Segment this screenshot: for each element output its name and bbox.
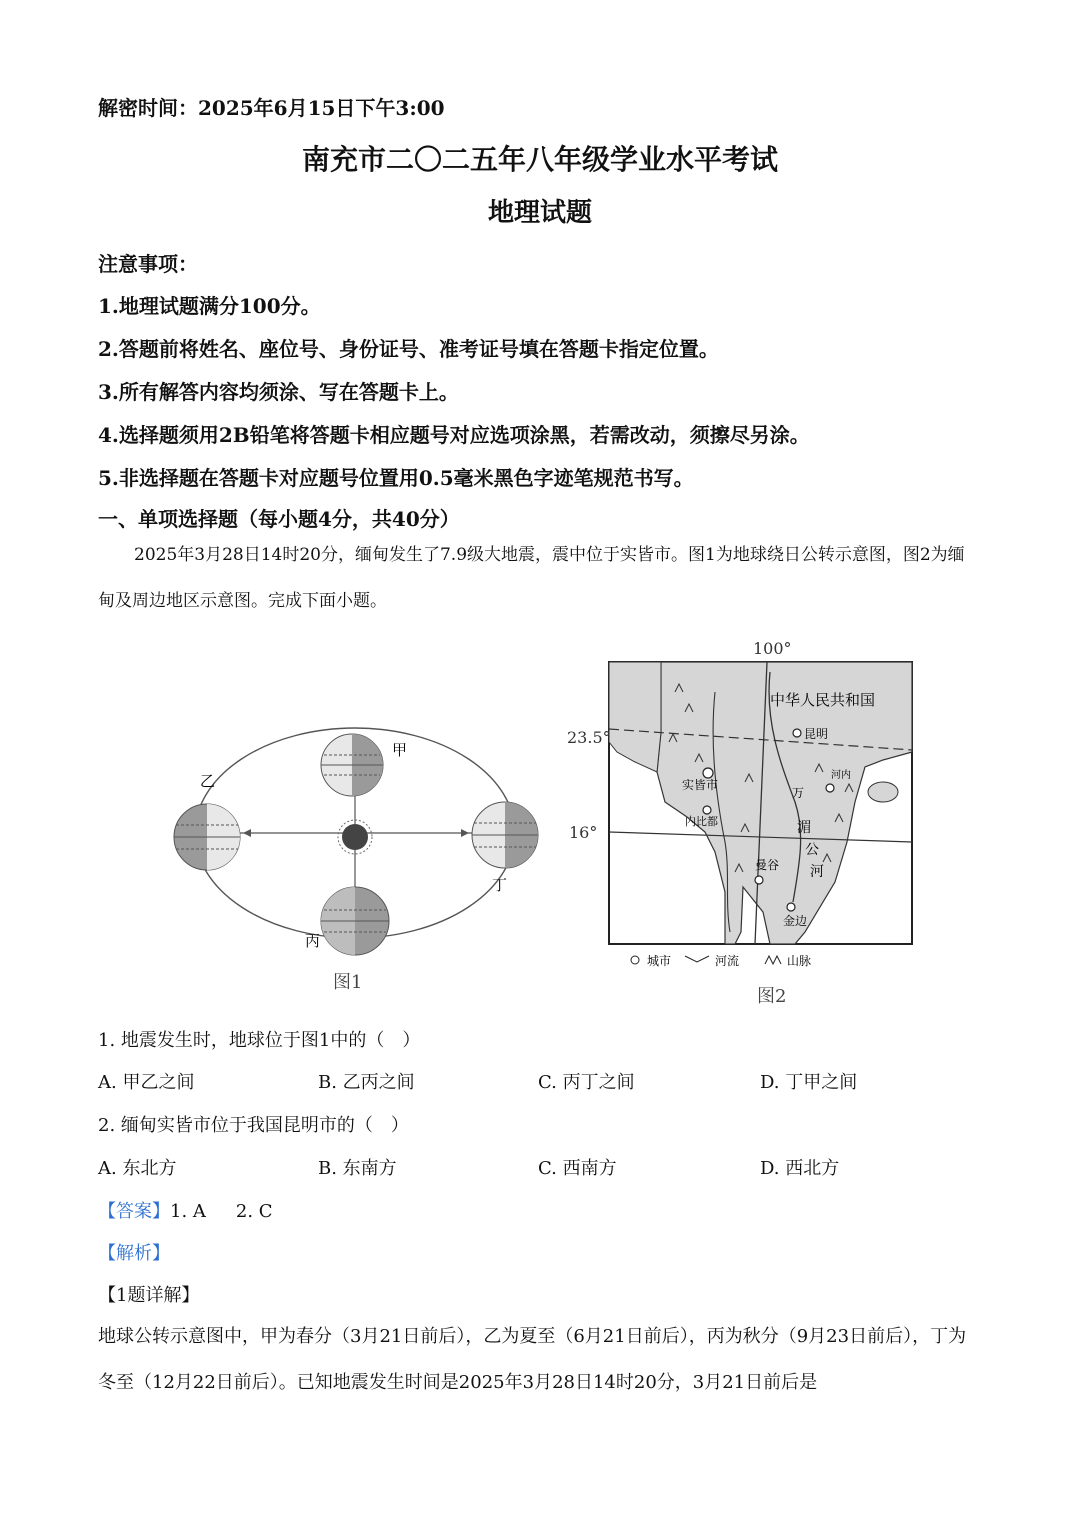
analysis-text: 地球公转示意图中，甲为春分（3月21日前后），乙为夏至（6月21日前后），丙为秋分（9月23日前后），丁为冬至（12月22日前后）。已知地震发生时间是2025年3月28日14时20分，3月21日前后是 [98,1326,967,1393]
q2-option-c: C. 西南方 [538,1158,617,1179]
question-2-stem: 2. 缅甸实皆市位于我国昆明市的（ ） [98,1115,409,1136]
figure2-map [565,632,925,982]
lat-23-label: 23.5° [567,728,611,747]
globe-jia [321,734,383,796]
q1-option-a: A. 甲乙之间 [98,1072,195,1093]
label-yi: 乙 [200,772,216,790]
page-title: 南充市二〇二五年八年级学业水平考试 [301,143,778,176]
mountain-char: 万 [792,786,805,800]
city-kunming: 昆明 [804,727,829,741]
city-hanoi: 河内 [831,770,851,781]
answer-label: 【答案】 [98,1201,170,1222]
city-sagaing: 实皆市 [682,778,719,792]
note-item: 4.选择题须用2B铅笔将答题卡相应题号对应选项涂黑，若需改动，须擦尽另涂。 [98,423,810,447]
answer-line [98,1197,273,1223]
city-bangkok: 曼谷 [755,858,780,872]
label-bing: 丙 [305,932,321,950]
globe-bing [321,887,389,955]
figure2-caption: 图2 [757,986,787,1007]
q2-option-a: A. 东北方 [98,1158,177,1179]
city-phnom-penh: 金边 [783,914,808,928]
city-naypyidaw: 内比都 [685,815,718,828]
map-legend [631,953,811,968]
note-item: 2.答题前将姓名、座位号、身份证号、准考证号填在答题卡指定位置。 [98,337,719,361]
section-heading: 一、单项选择题（每小题4分，共40分） [98,507,460,531]
detail-label: 【1题详解】 [98,1285,200,1306]
q2-option-b: B. 东南方 [318,1158,397,1179]
sun-icon [338,820,372,854]
lat-16-label: 16° [569,823,598,842]
river-char: 河 [810,864,824,880]
figure1-orbit-diagram [160,700,560,1000]
notes-heading: 注意事项： [98,252,198,276]
country-label: 中华人民共和国 [770,691,876,709]
q1-option-d: D. 丁甲之间 [760,1072,858,1093]
svg-text:河流: 河流 [715,954,740,968]
globe-ding [472,802,538,868]
unseal-time: 解密时间：2025年6月15日下午3:00 [98,96,445,120]
section-intro: 2025年3月28日14时20分，缅甸发生了7.9级大地震，震中位于实皆市。图1为地球绕日公转示意图，图2为缅甸及周边地区示意图。完成下面小题。 [98,545,965,611]
q1-option-b: B. 乙丙之间 [318,1072,415,1093]
label-ding: 丁 [492,876,508,894]
q2-option-d: D. 西北方 [760,1158,840,1179]
river-char: 湄 [797,820,811,836]
analysis-label: 【解析】 [98,1243,170,1264]
note-item: 5.非选择题在答题卡对应题号位置用0.5毫米黑色字迹笔规范书写。 [98,466,694,490]
page-subtitle: 地理试题 [487,198,592,228]
answer-1: 1. A [170,1201,206,1222]
question-1-stem: 1. 地震发生时，地球位于图1中的（ ） [98,1030,421,1051]
q1-option-c: C. 丙丁之间 [538,1072,635,1093]
figure1-caption: 图1 [333,972,363,993]
globe-yi [174,804,240,870]
svg-text:城市: 城市 [647,954,672,968]
label-jia: 甲 [392,741,408,759]
river-char: 公 [805,842,819,858]
svg-text:山脉: 山脉 [787,954,812,968]
note-item: 3.所有解答内容均须涂、写在答题卡上。 [98,380,459,404]
answer-2: 2. C [235,1201,273,1222]
lon-label: 100° [753,639,792,658]
note-item: 1.地理试题满分100分。 [98,294,321,318]
